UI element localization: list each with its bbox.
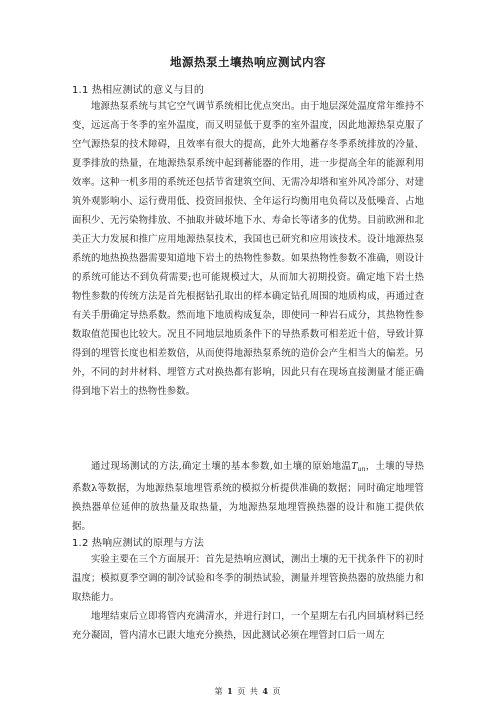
paragraph-test-procedure: 地埋结束后立即将管内充满清水，并进行封口，一个星期左右孔内回填材料已经充分凝固，管内清水已跟大地充分换热，因此测试必须在埋管封口后一周左	[72, 611, 424, 641]
paragraph-test-overview: 实验主要在三个方面展开：首先是热响应测试，测出土壤的无干扰条件下的初时温度；模拟夏季空调的制冷试验和冬季的制热试验，测量并埋管换热器的放热能力和取热能力。	[72, 554, 424, 603]
footer-middle: 页 共	[237, 687, 259, 696]
paragraph-text-after-symbol: ，土壤的导热系数λ等数据，为地源热泵地埋管系统的模拟分析提供准确的数据；同时确定地埋管换热器单位延伸的放热量及取热量，为地源热泵地埋管换热器的设计和施工提供依据。	[72, 461, 424, 532]
footer-page-number: 1	[227, 686, 234, 696]
section-heading-1-1: 1.1 热相应测试的意义与目的	[72, 85, 205, 96]
paragraph-significance: 地源热泵系统与其它空气调节系统相比优点突出。由于地层深处温度常年维持不变，远远高于冬季的室外温度，而又明显低于夏季的室外温度，因此地源热泵克服了空气源热泵的技术障碍，且效率有很大的提高，此外大地蓄存冬季系统排放的冷量、夏季排放的热量，在地源热泵系统中起到蓄能器的作用，进一步提高全年的能源利用效率。这种一机多用的系统还包括节省建筑空间、无需冷却塔和室外风冷部分、对建筑外观影响小、运行费用低、投资回报快、全年运行均衡用电负荷以及低噪音、占地面积少、无污染物排放、不抽取并破坏地下水、寿命长等诸多的优势。目前欧洲和北美正大力发展和推广应用地源热泵技术，我国也已研究和应用该技术。设计地源热泵系统的地热换热器需要知道地下岩土的热物性参数。如果热物性参数不准确，则设计的系统可能达不到负荷需要;也可能规模过大，从而加大初期投资。确定地下岩土热物性参数的传统方法是首先根据钻孔取出的样本确定钻孔周围的地质构成，再通过查有关手册确定导热系数。然而地下地质构成复杂，即使同一种岩石成分，其热物性参数取值范围也比较大。况且不同地层地质条件下的导热系数可相差近十倍，导致计算得到的埋管长度也相差数倍，从而使得地源热泵系统的造价会产生相当大的偏差。另外，不同的封井材料、埋管方式对换热都有影响，因此只有在现场直接测量才能正确得到地下岩土的热物性参数。	[72, 101, 424, 397]
section-heading-1-2: 1.2 热响应测试的原理与方法	[72, 538, 205, 549]
footer-total-pages: 4	[262, 686, 269, 696]
page-footer	[0, 686, 496, 697]
soil-temperature-subscript: un	[357, 466, 366, 473]
paragraph-field-test-purpose	[72, 457, 424, 536]
footer-suffix: 页	[272, 687, 282, 696]
footer-prefix: 第	[214, 687, 224, 696]
soil-temperature-symbol: T	[351, 461, 358, 472]
page-title: 地源热泵土壤热响应测试内容	[170, 55, 326, 69]
paragraph-text-before-symbol: 通过现场测试的方法,确定土壤的基本参数,如土壤的原始地温	[91, 461, 352, 472]
